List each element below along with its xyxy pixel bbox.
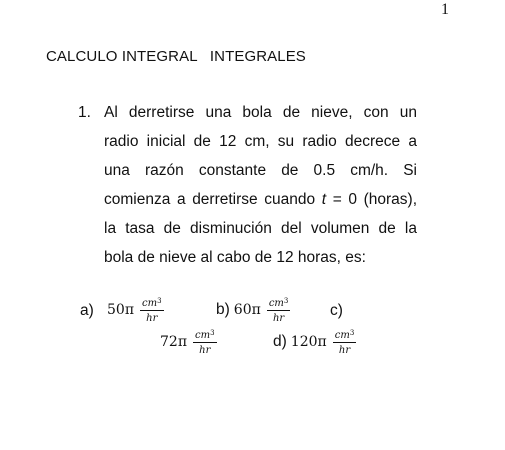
unit-fraction [140,296,164,324]
question-text [104,104,417,278]
option-d-value: 120π [290,334,327,350]
question-line: Al derretirse una bola de nieve, con un [104,104,417,121]
unit-denominator: hr [146,313,158,324]
option-a-label: a) [80,302,94,319]
question-text-segment: comienza a derretirse cuando [104,191,316,208]
page-number: 1 [441,1,449,18]
unit-fraction [193,328,217,356]
option-d-label: d) [273,333,287,350]
question-line: una razón constante de 0.5 cm/h. Si [104,162,417,179]
option-c-label: c) [330,302,343,319]
unit-numerator: $cm^3$ [142,297,162,309]
unit-denominator: hr [272,313,285,324]
question-line [104,191,417,220]
question-number: 1. [78,104,91,121]
unit-numerator: $cm^3$ [268,297,289,309]
question-line: bola de nieve al cabo de 12 horas, es: [104,249,366,266]
option-a [107,296,164,324]
option-b-label: b) [216,301,230,318]
unit-denominator: hr [199,345,211,356]
unit-fraction [333,328,357,356]
option-b-value: 60π [233,302,261,318]
option-b [216,296,290,324]
unit-numerator: $cm^3$ [334,329,355,341]
question-line: radio inicial de 12 cm, su radio decrece a [104,133,417,150]
unit-denominator: hr [338,345,351,356]
option-d [273,328,356,356]
question-line: la tasa de disminución del volumen de la [104,220,417,237]
option-a-value: 50π [107,302,135,318]
option-c-value: 72π [160,334,188,350]
unit-numerator: $cm^3$ [195,329,215,341]
option-c [160,328,217,356]
unit-fraction [267,296,291,324]
variable-t: t [321,191,327,208]
question-text-segment: = 0 (horas), [332,191,418,208]
document-title: CALCULO INTEGRAL INTEGRALES [46,48,306,65]
